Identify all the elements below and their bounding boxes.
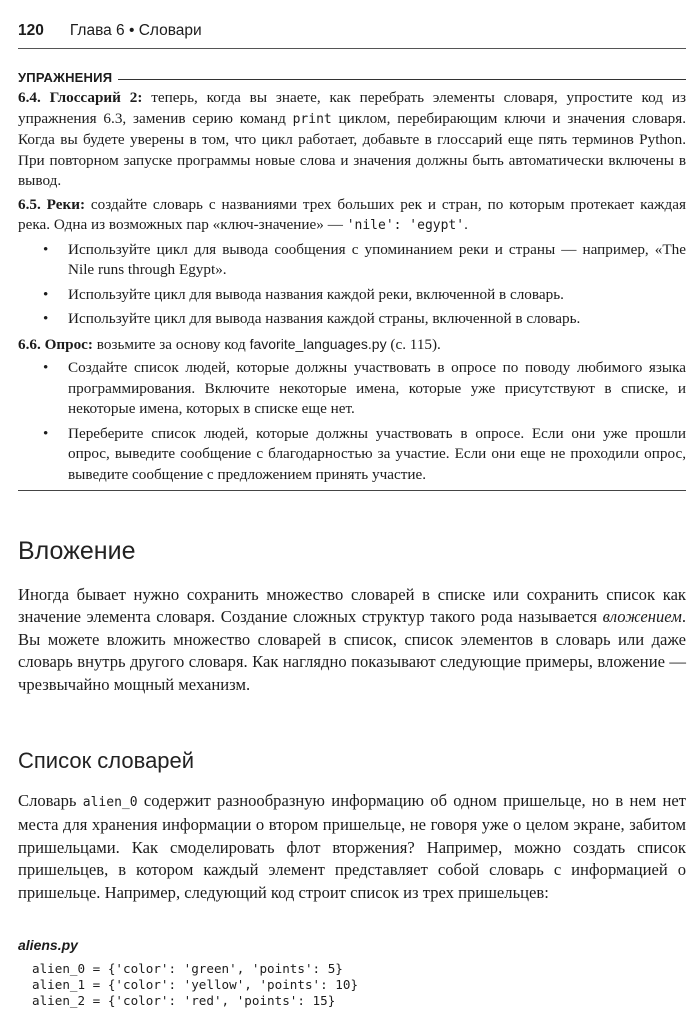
exercise-6-4-text-a: теперь, когда вы знаете, как перебрать элементы словаря, упростите код из упражнения 6.3, заменив серию команд	[18, 89, 686, 127]
exercises-heading-label: УПРАЖНЕНИЯ	[18, 70, 113, 85]
exercise-6-4-code: print	[292, 111, 332, 127]
list-item-text: Используйте цикл для вывода названия каждой реки, включенной в словарь.	[68, 285, 564, 303]
exercise-6-6-title: 6.6. Опрос:	[18, 335, 93, 353]
header-rule	[18, 48, 686, 49]
exercise-6-6-text-a: возьмите за основу код	[92, 335, 250, 353]
section-title-list-of-dicts: Список словарей	[18, 748, 195, 773]
exercise-6-5	[18, 195, 686, 237]
exercise-6-6	[18, 334, 686, 356]
bullet-icon: •	[43, 285, 49, 303]
code-block	[32, 961, 358, 1009]
chapter-title: Глава 6 • Словари	[69, 22, 202, 39]
nesting-text-b: . Вы можете вложить множество словарей в список, список элементов в словарь или даже словарь внутрь другого словаря. Как наглядно показывают следующие примеры, вложение — чрезвычайно мощный механизм.	[18, 607, 686, 694]
code-filename: aliens.py	[18, 937, 78, 953]
nesting-emphasis: вложением	[602, 607, 682, 627]
code-line: alien_0 = {'color': 'green', 'points': 5}	[32, 961, 343, 976]
list-of-dicts-paragraph	[18, 790, 686, 904]
list-item-text: Переберите список людей, которые должны участвовать в опросе. Если они уже прошли опрос, выведите сообщение с благодарностью за участие. Если они еще не проходили опрос, выведите сообщение с предложением принять участие.	[68, 424, 686, 483]
bullet-icon: •	[43, 310, 49, 327]
exercise-6-4-text-b: циклом, перебирающим ключи и значения словаря. Когда вы будете уверены в том, что цикл работает, добавьте в глоссарий еще пять терминов Python. При повторном запуске программы новые слова и значения должны быть автоматически включены в вывод.	[18, 109, 686, 189]
list-item	[18, 424, 686, 486]
bullet-icon: •	[43, 240, 49, 258]
code-line: alien_1 = {'color': 'yellow', 'points': 10}	[32, 977, 359, 992]
exercises-bottom-rule	[18, 490, 686, 491]
list-item	[18, 309, 686, 330]
exercise-6-5-title: 6.5. Реки:	[18, 195, 86, 213]
exercises-box	[18, 70, 686, 489]
exercise-6-6-text-b: (с. 115).	[386, 335, 441, 353]
exercise-6-6-bullets	[18, 358, 686, 485]
exercise-6-4	[18, 88, 686, 192]
list-text-a: Словарь	[18, 791, 83, 810]
exercise-6-5-bullets	[18, 240, 686, 330]
code-line: alien_2 = {'color': 'red', 'points': 15}	[32, 993, 336, 1008]
list-item	[18, 285, 686, 306]
list-inline-code: alien_0	[82, 795, 138, 810]
exercise-6-5-text-a: создайте словарь с названиями трех больших рек и стран, по которым протекает каждая река. Одна из возможных пар «ключ-значение» —	[18, 195, 686, 233]
exercise-6-5-code: 'nile': 'egypt'	[346, 218, 465, 233]
list-item	[18, 358, 686, 420]
nesting-text-a: Иногда бывает нужно сохранить множество словарей в списке или сохранить список как значение элемента словаря. Создание сложных структур такого рода называется	[18, 585, 686, 627]
exercise-6-5-text-b: .	[464, 216, 468, 233]
list-item-text: Используйте цикл для вывода сообщения с упоминанием реки и страны — например, «The Nile runs through Egypt».	[68, 240, 686, 278]
nesting-paragraph	[18, 584, 686, 696]
exercise-6-6-file: favorite_languages.py	[249, 335, 387, 352]
bullet-icon: •	[43, 424, 49, 442]
list-text-b: содержит разнообразную информацию об одном пришельце, но в нем нет места для хранения информации о втором пришельце, не говоря уже о целом экране, забитом пришельцами. Как смоделировать флот вторжения? Например, можно создать список пришельцев, в котором каждый элемент представляет собой словарь с информацией о пришельце. Например, следующий код строит список из трех пришельцев:	[18, 791, 687, 902]
exercises-heading	[18, 70, 686, 85]
section-title-nesting: Вложение	[18, 537, 136, 565]
exercises-heading-rule	[118, 79, 686, 80]
list-item-text: Создайте список людей, которые должны участвовать в опросе по поводу любимого языка программирования. Включите некоторые имена, которые уже присутствуют в списке, и некоторые имена, которых в списке еще нет.	[68, 359, 686, 417]
exercise-6-4-title: 6.4. Глоссарий 2:	[18, 89, 143, 106]
running-header	[18, 22, 686, 40]
page-number: 120	[18, 22, 44, 39]
bullet-icon: •	[43, 359, 49, 376]
list-item	[18, 240, 686, 281]
list-item-text: Используйте цикл для вывода названия каждой страны, включенной в словарь.	[68, 310, 581, 327]
